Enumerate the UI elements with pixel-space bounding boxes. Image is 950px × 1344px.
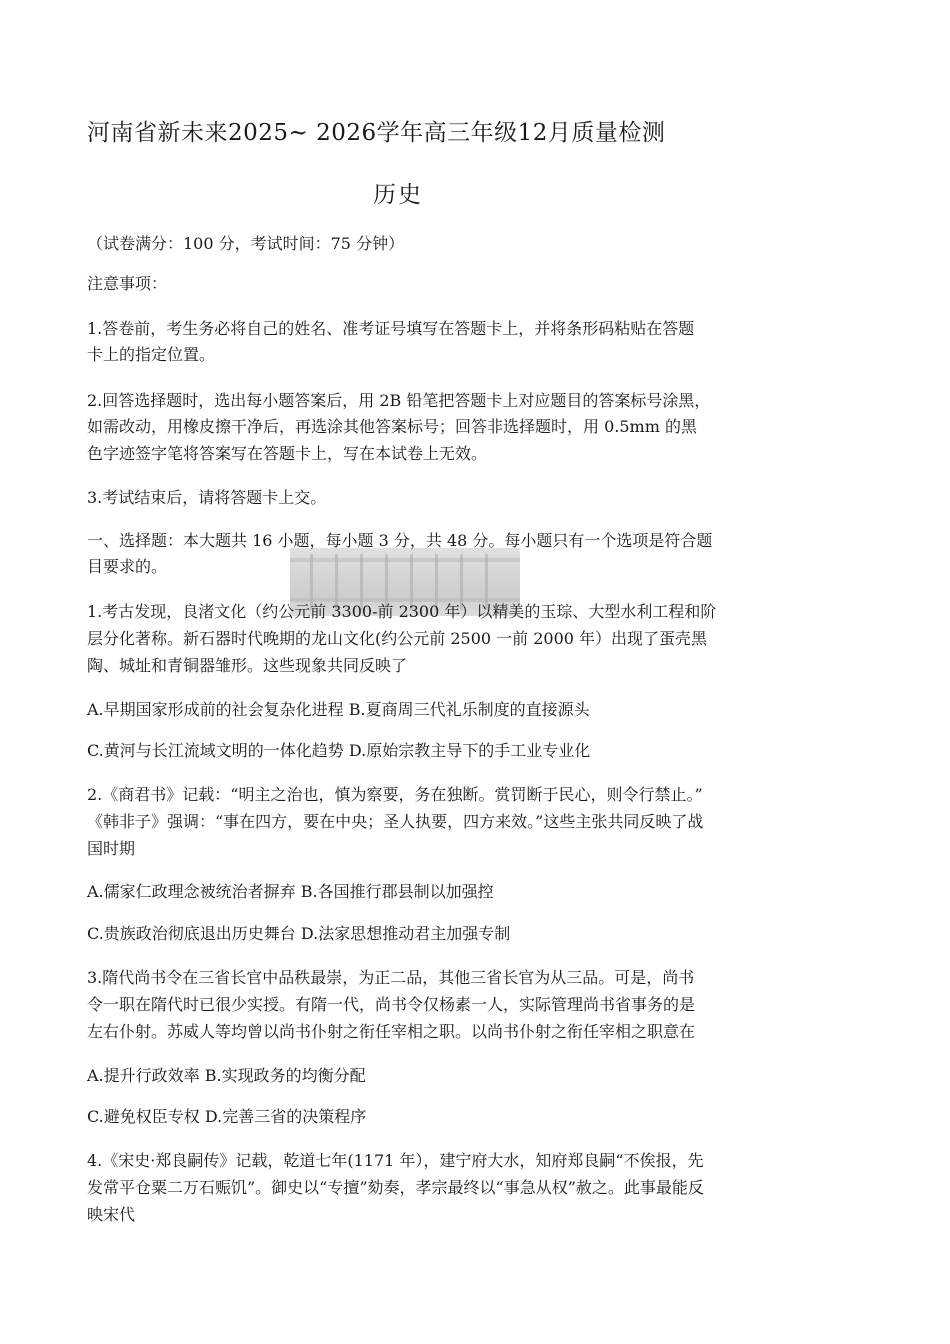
notice-heading: 注意事项：: [87, 274, 168, 293]
question-1-line-1: 1.考古发现，良渚文化（约公元前 3300-前 2300 年）以精美的玉琮、大型水利工程和阶: [87, 602, 717, 621]
notice-item-1-line-1: 1.答卷前，考生务必将自己的姓名、准考证号填写在答题卡上，并将条形码粘贴在答题: [87, 319, 695, 338]
subject-heading: 历史: [373, 182, 423, 208]
question-3-options-ab: A.提升行政效率 B.实现政务的均衡分配: [87, 1066, 366, 1085]
question-1-options-ab: A.早期国家形成前的社会复杂化进程 B.夏商周三代礼乐制度的直接源头: [87, 700, 590, 719]
exam-info: （试卷满分：100 分，考试时间：75 分钟）: [87, 234, 405, 253]
question-4-line-3: 映宋代: [87, 1205, 136, 1224]
question-3-line-2: 令一职在隋代时已很少实授。有隋一代，尚书令仅杨素一人，实际管理尚书省事务的是: [87, 995, 696, 1014]
question-4-line-1: 4.《宋史·郑良嗣传》记载，乾道七年(1171 年），建宁府大水，知府郑良嗣“不俟报，先: [87, 1151, 704, 1170]
notice-item-2-line-3: 色字迹签字笔将答案写在答题卡上，写在本试卷上无效。: [87, 444, 488, 463]
question-1-line-3: 陶、城址和青铜器雏形。这些现象共同反映了: [87, 656, 408, 675]
question-2-options-ab: A.儒家仁政理念被统治者摒弃 B.各国推行郡县制以加强控: [87, 882, 494, 901]
question-3-options-cd: C.避免权臣专权 D.完善三省的决策程序: [87, 1107, 367, 1126]
question-3-line-3: 左右仆射。苏威人等均曾以尚书仆射之衔任宰相之职。以尚书仆射之衔任宰相之职意在: [87, 1022, 696, 1041]
notice-item-2-line-2: 如需改动，用橡皮擦干净后，再选涂其他答案标号；回答非选择题时，用 0.5mm 的黑: [87, 417, 697, 436]
question-2-line-1: 2.《商君书》记载：“明主之治也，慎为察要，务在独断。赏罚断于民心，则令行禁止。”: [87, 785, 703, 804]
question-2-line-3: 国时期: [87, 839, 136, 858]
section-heading-line-2: 目要求的。: [87, 557, 168, 576]
question-3-line-1: 3.隋代尚书令在三省长官中品秩最崇，为正二品，其他三省长官为从三品。可是，尚书: [87, 968, 695, 987]
notice-item-1-line-2: 卡上的指定位置。: [87, 345, 216, 364]
notice-item-2-line-1: 2.回答选择题时，选出每小题答案后，用 2B 铅笔把答题卡上对应题目的答案标号涂黑，: [87, 391, 711, 410]
question-2-options-cd: C.贵族政治彻底退出历史舞台 D.法家思想推动君主加强专制: [87, 924, 511, 943]
question-1-line-2: 层分化著称。新石器时代晚期的龙山文化(约公元前 2500 一前 2000 年）出现了蛋壳黑: [87, 629, 708, 648]
page-title: 河南省新未来2025~ 2026学年高三年级12月质量检测: [87, 120, 666, 146]
section-heading-line-1: 一、选择题：本大题共 16 小题，每小题 3 分，共 48 分。每小题只有一个选项是符合题: [87, 531, 713, 550]
question-2-line-2: 《韩非子》强调：“事在四方，要在中央；圣人执要，四方来效。”这些主张共同反映了战: [87, 812, 704, 831]
question-4-line-2: 发常平仓粟二万石赈饥”。御史以“专擅”劾奏，孝宗最终以“事急从权”赦之。此事最能反: [87, 1178, 704, 1197]
question-1-options-cd: C.黄河与长江流域文明的一体化趋势 D.原始宗教主导下的手工业专业化: [87, 741, 591, 760]
notice-item-3: 3.考试结束后，请将答题卡上交。: [87, 488, 327, 507]
